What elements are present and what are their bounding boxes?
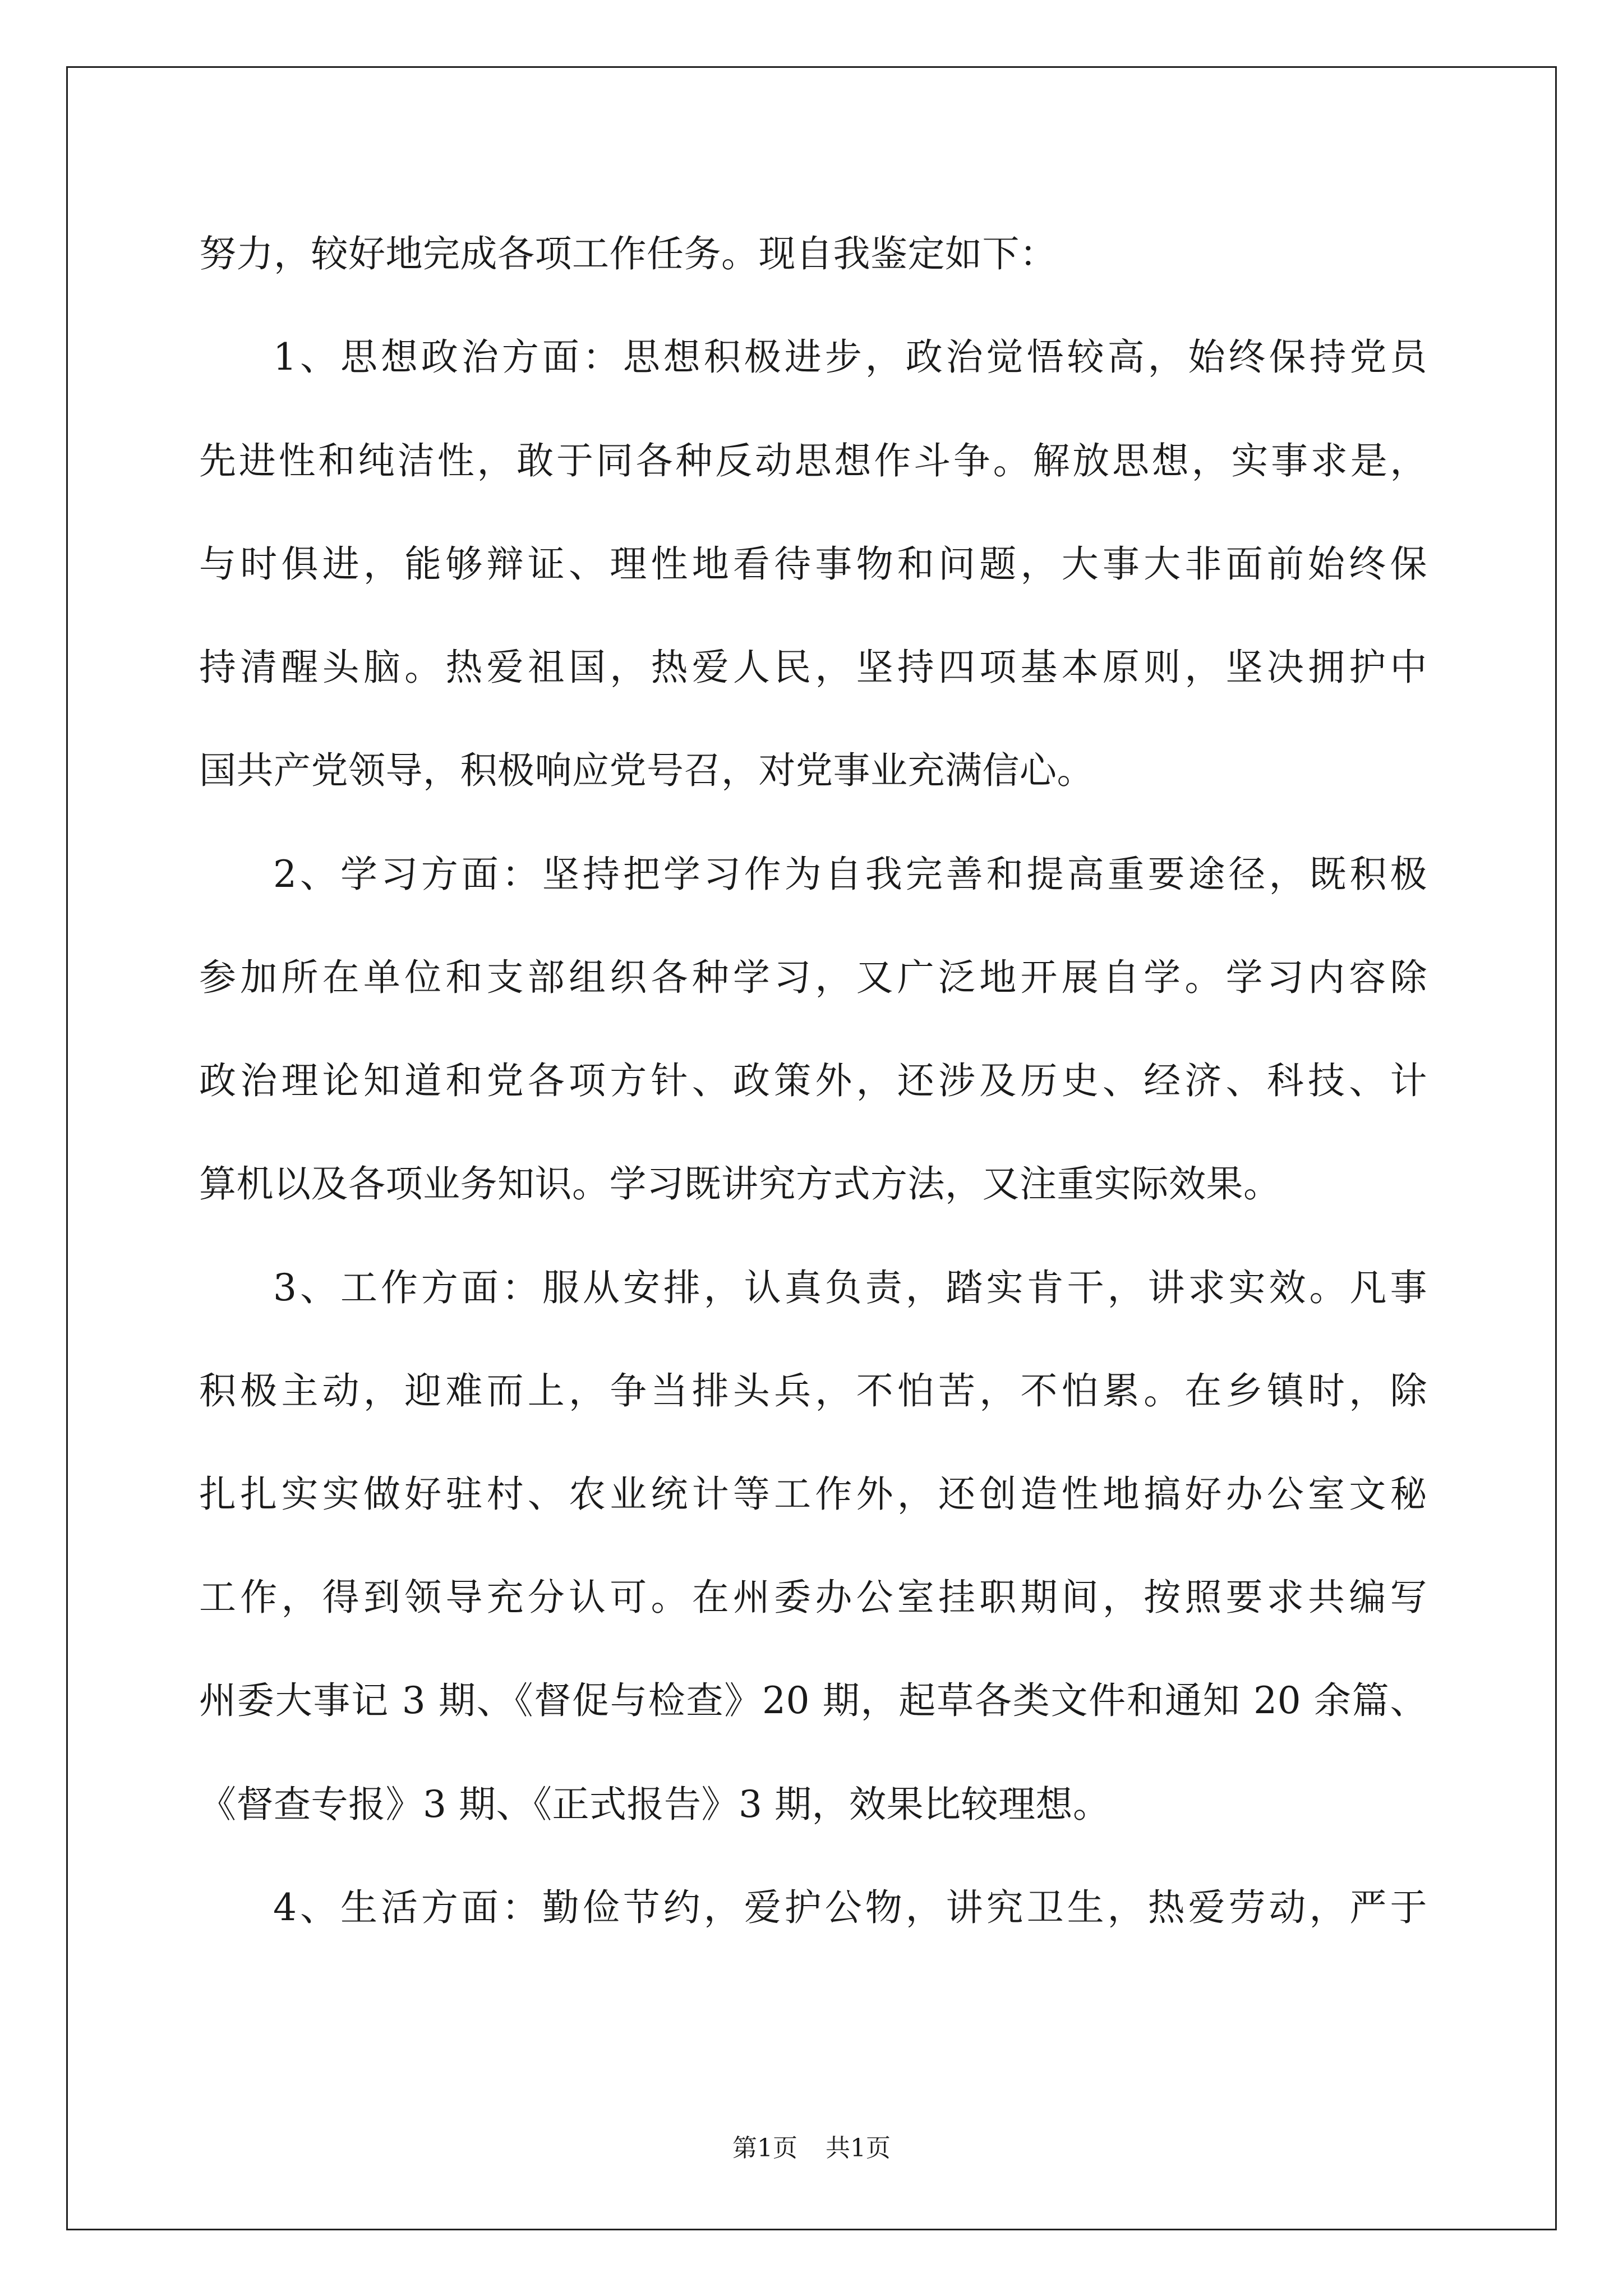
page-total: 共1页 [826, 2134, 891, 2162]
text-line: 努力，较好地完成各项工作任务。现自我鉴定如下： [199, 232, 1057, 275]
text-line: 工作，得到领导充分认可。在州委办公室挂职期间，按照要求共编写 [199, 1576, 1427, 1619]
text-line: 积极主动，迎难而上，争当排头兵，不怕苦，不怕累。在乡镇时，除 [199, 1369, 1427, 1412]
text-line: 1、思想政治方面：思想积极进步，政治觉悟较高，始终保持党员 [273, 335, 1427, 379]
text-line: 算机以及各项业务知识。学习既讲究方式方法，又注重实际效果。 [199, 1162, 1281, 1205]
text-line: 《督查专报》3 期、《正式报告》3 期，效果比较理想。 [199, 1783, 1110, 1826]
text-line: 4、生活方面：勤俭节约，爱护公物，讲究卫生，热爱劳动，严于 [273, 1886, 1427, 1929]
text-line: 2、学习方面：坚持把学习作为自我完善和提高重要途径，既积极 [273, 853, 1427, 896]
text-line: 扎扎实实做好驻村、农业统计等工作外，还创造性地搞好办公室文秘 [199, 1473, 1427, 1516]
text-line: 持清醒头脑。热爱祖国，热爱人民，坚持四项基本原则，坚决拥护中 [199, 646, 1427, 689]
text-line: 政治理论知道和党各项方针、政策外，还涉及历史、经济、科技、计 [199, 1059, 1427, 1102]
text-line: 3、工作方面：服从安排，认真负责，踏实肯干，讲求实效。凡事 [273, 1266, 1427, 1309]
page-footer [0, 2133, 1623, 2164]
text-line: 州委大事记 3 期、《督促与检查》20 期，起草各类文件和通知 20 余篇、 [199, 1679, 1427, 1722]
page-number: 第1页 [732, 2134, 797, 2162]
text-line: 国共产党领导，积极响应党号召，对党事业充满信心。 [199, 749, 1094, 792]
text-line: 与时俱进，能够辩证、理性地看待事物和问题，大事大非面前始终保 [199, 542, 1427, 586]
text-line: 先进性和纯洁性，敢于同各种反动思想作斗争。解放思想，实事求是， [199, 439, 1427, 482]
text-line: 参加所在单位和支部组织各种学习，又广泛地开展自学。学习内容除 [199, 956, 1427, 999]
